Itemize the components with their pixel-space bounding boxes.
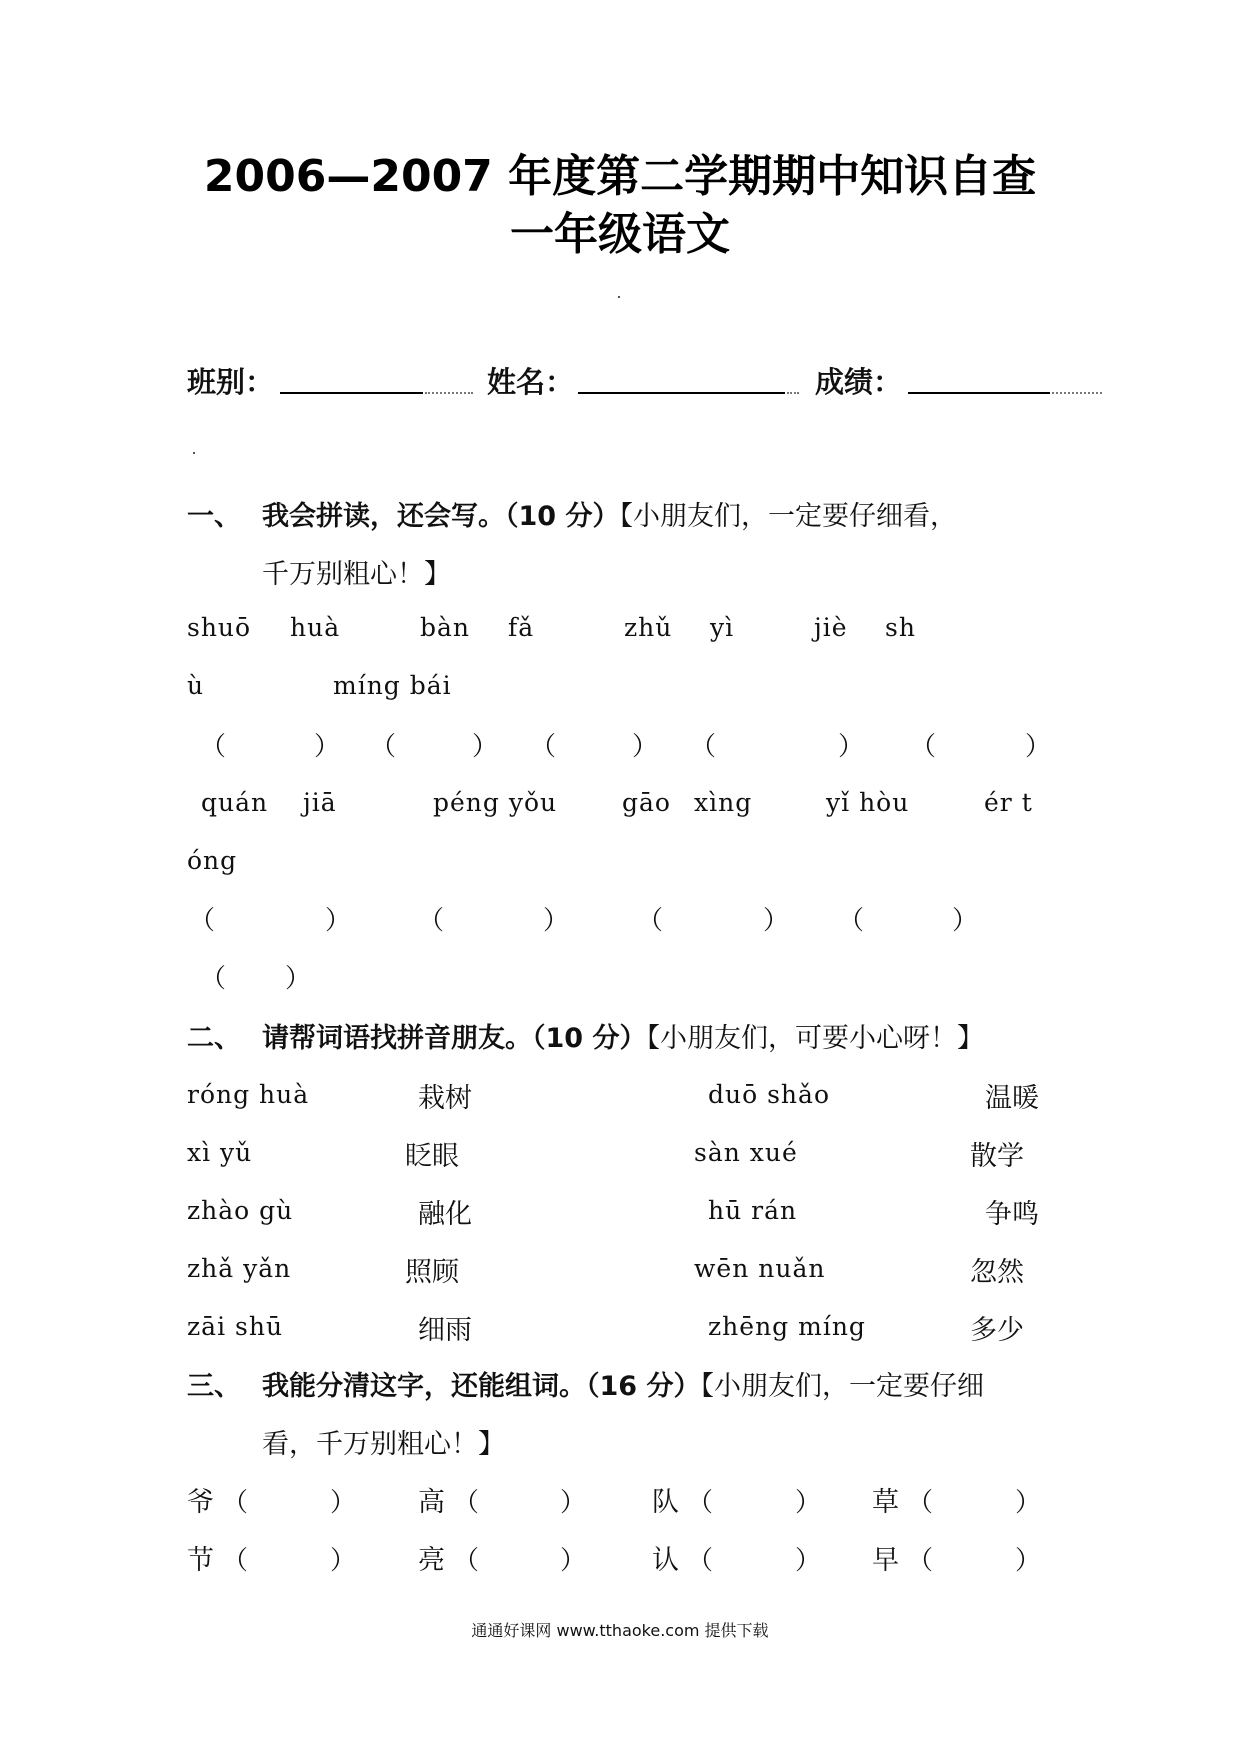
open-paren: （: [530, 732, 557, 762]
close-paren: ）: [330, 1488, 357, 1518]
section2-title: 请帮词语找拼音朋友。（10 分）: [262, 1023, 647, 1054]
close-paren: ）: [560, 1488, 587, 1518]
open-paren: （: [418, 906, 445, 936]
section3-heading: [187, 1364, 241, 1403]
word-right: 温暖: [985, 1083, 1039, 1114]
pinyin: xìng: [694, 788, 753, 817]
close-paren: ）: [1025, 732, 1052, 762]
pinyin-left: zhǎ yǎn: [187, 1254, 292, 1283]
open-paren: （: [687, 1546, 714, 1576]
pinyin: quán: [201, 788, 269, 817]
open-paren: （: [687, 1488, 714, 1518]
pinyin: ér t: [984, 788, 1033, 817]
word-right: 多少: [970, 1315, 1024, 1346]
word-left: 融化: [418, 1199, 472, 1230]
section3-number: 三、: [187, 1371, 241, 1402]
document-title-line2: 一年级语文: [510, 209, 730, 260]
open-paren: （: [907, 1488, 934, 1518]
pinyin: fǎ: [508, 613, 535, 642]
section2-heading: [187, 1016, 241, 1055]
section3-note: 【小朋友们，一定要仔细: [700, 1371, 984, 1402]
open-paren: （: [200, 964, 227, 994]
pinyin-left: xì yǔ: [187, 1138, 253, 1167]
open-paren: （: [453, 1546, 480, 1576]
character: 草: [872, 1487, 899, 1518]
score-blank: [908, 392, 1050, 394]
name-label: 姓名：: [487, 365, 575, 399]
pinyin: shuō: [187, 613, 252, 642]
close-paren: ）: [632, 732, 659, 762]
close-paren: ）: [330, 1546, 357, 1576]
character: 早: [872, 1545, 899, 1576]
close-paren: ）: [838, 732, 865, 762]
speck: [193, 452, 195, 454]
section2-note: 【小朋友们，可要小心呀！】: [646, 1023, 984, 1054]
pinyin: péng yǒu: [433, 788, 558, 817]
pinyin-right: wēn nuǎn: [694, 1254, 826, 1283]
word-left: 眨眼: [405, 1141, 459, 1172]
section3-title-wrap: [262, 1364, 984, 1403]
pinyin: huà: [290, 613, 341, 642]
word-right: 忽然: [970, 1257, 1024, 1288]
dotted-leader: [425, 392, 473, 394]
section1-heading: [187, 494, 241, 533]
open-paren: （: [189, 906, 216, 936]
open-paren: （: [222, 1488, 249, 1518]
close-paren: ）: [1015, 1488, 1042, 1518]
close-paren: ）: [560, 1546, 587, 1576]
open-paren: （: [910, 732, 937, 762]
character: 认: [652, 1545, 679, 1576]
dotted-leader: [787, 392, 799, 394]
pinyin: yǐ hòu: [826, 788, 910, 817]
open-paren: （: [222, 1546, 249, 1576]
open-paren: （: [690, 732, 717, 762]
pinyin-right: hū rán: [708, 1196, 798, 1225]
pinyin: jiā: [303, 788, 337, 817]
pinyin-right: zhēng míng: [708, 1312, 866, 1341]
section1-number: 一、: [187, 501, 241, 532]
pinyin: bàn: [420, 613, 471, 642]
close-paren: ）: [795, 1488, 822, 1518]
pinyin: óng: [187, 846, 238, 875]
word-left: 栽树: [418, 1083, 472, 1114]
pinyin-left: zāi shū: [187, 1312, 284, 1341]
open-paren: （: [370, 732, 397, 762]
pinyin: sh: [885, 613, 916, 642]
section3-title: 我能分清这字，还能组词。（16 分）: [262, 1371, 701, 1402]
close-paren: ）: [285, 964, 312, 994]
open-paren: （: [200, 732, 227, 762]
name-blank: [578, 392, 785, 394]
close-paren: ）: [795, 1546, 822, 1576]
pinyin: gāo: [622, 788, 671, 817]
pinyin: míng bái: [333, 671, 452, 700]
pinyin-left: róng huà: [187, 1080, 310, 1109]
character: 节: [187, 1545, 214, 1576]
dotted-leader: [1052, 392, 1102, 394]
close-paren: ）: [763, 906, 790, 936]
pinyin: zhǔ: [624, 613, 673, 642]
open-paren: （: [838, 906, 865, 936]
footer-text: 通通好课网 www.tthaoke.com 提供下载: [471, 1621, 769, 1640]
character: 队: [652, 1487, 679, 1518]
close-paren: ）: [325, 906, 352, 936]
score-label: 成绩：: [815, 365, 903, 399]
document-title-line1: 2006—2007 年度第二学期期中知识自查: [203, 151, 1037, 202]
character: 高: [418, 1487, 445, 1518]
speck: [618, 296, 620, 298]
close-paren: ）: [952, 906, 979, 936]
pinyin: jiè: [814, 613, 848, 642]
section1-title-wrap: [262, 494, 957, 533]
close-paren: ）: [314, 732, 341, 762]
character: 爷: [187, 1487, 214, 1518]
pinyin: yì: [710, 613, 735, 642]
word-right: 散学: [970, 1141, 1024, 1172]
section1-note: 【小朋友们，一定要仔细看，: [619, 501, 957, 532]
close-paren: ）: [543, 906, 570, 936]
section2-title-wrap: [262, 1016, 984, 1055]
open-paren: （: [637, 906, 664, 936]
class-blank: [280, 392, 423, 394]
open-paren: （: [453, 1488, 480, 1518]
pinyin-right: sàn xué: [694, 1138, 798, 1167]
pinyin-left: zhào gù: [187, 1196, 294, 1225]
section1-title: 我会拼读，还会写。（10 分）: [262, 501, 620, 532]
section3-note2: 看，千万别粗心！】: [262, 1429, 505, 1460]
word-left: 照顾: [405, 1257, 459, 1288]
open-paren: （: [907, 1546, 934, 1576]
close-paren: ）: [1015, 1546, 1042, 1576]
section2-number: 二、: [187, 1023, 241, 1054]
pinyin: ù: [187, 671, 205, 700]
section1-note2: 千万别粗心！】: [262, 559, 451, 590]
pinyin-right: duō shǎo: [708, 1080, 830, 1109]
class-label: 班别：: [187, 365, 275, 399]
close-paren: ）: [472, 732, 499, 762]
character: 亮: [418, 1545, 445, 1576]
word-left: 细雨: [418, 1315, 472, 1346]
word-right: 争鸣: [985, 1199, 1039, 1230]
